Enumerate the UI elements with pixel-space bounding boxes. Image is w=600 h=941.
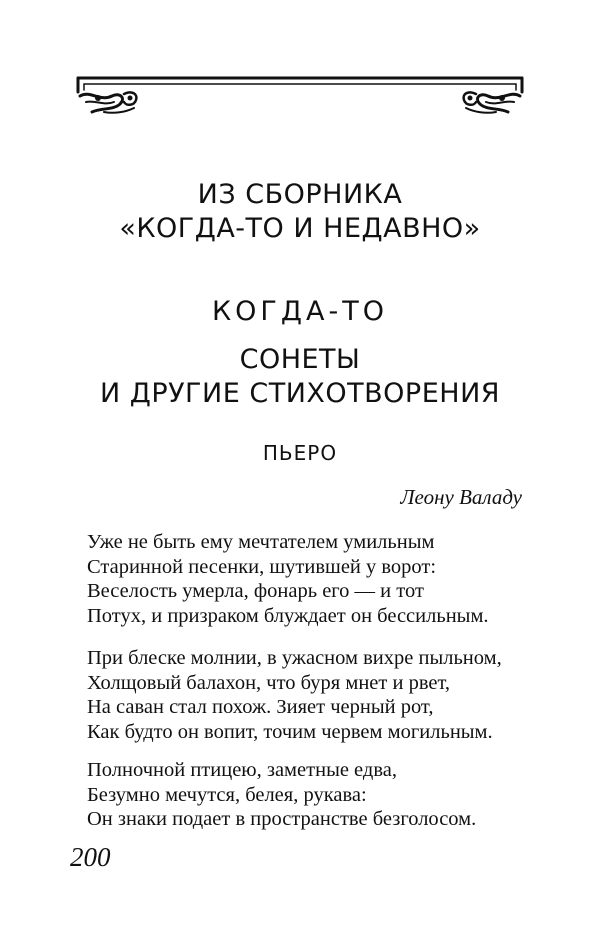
poem-line: Старинной песенки, шутившей у ворот: [87,555,437,578]
page-number: 200 [70,842,111,872]
poem-line: Безумно мечутся, белея, рукава: [87,783,367,806]
collection-title [0,178,600,246]
stanza-1 [87,530,489,628]
section-title: КОГДА-ТО [212,296,388,327]
collection-title-line1: ИЗ СБОРНИКА [197,179,403,210]
poem-line: Уже не быть ему мечтателем умильным [87,531,435,553]
poem-line: Как будто он вопит, точим червем могильным. [87,720,493,743]
poem-line: На саван стал похож. Зияет черный рот, [87,696,434,718]
decorative-header-ornament-icon [74,72,526,118]
subsection-title-line1: СОНЕТЫ [239,344,361,375]
poem-line: Потух, и призраком блуждает он бессильным. [87,604,489,627]
stanza-2 [87,646,502,744]
poem-line: Холщовый балахон, что буря мнет и рвет, [87,671,451,694]
poem-line: При блеске молнии, в ужасном вихре пыльном, [87,647,502,669]
poem-line: Полночной птицею, заметные едва, [87,759,397,781]
poem-dedication: Леону Валаду [400,485,522,509]
subsection-title [0,343,600,411]
poem-title: ПЬЕРО [262,441,338,465]
poem-line: Веселость умерла, фонарь его — и тот [87,580,424,602]
subsection-title-line2: И ДРУГИЕ СТИХОТВОРЕНИЯ [99,378,501,409]
stanza-3 [87,758,476,832]
poem-line: Он знаки подает в пространстве безголосом. [87,808,477,830]
collection-title-line2: «КОГДА-ТО И НЕДАВНО» [119,213,481,244]
